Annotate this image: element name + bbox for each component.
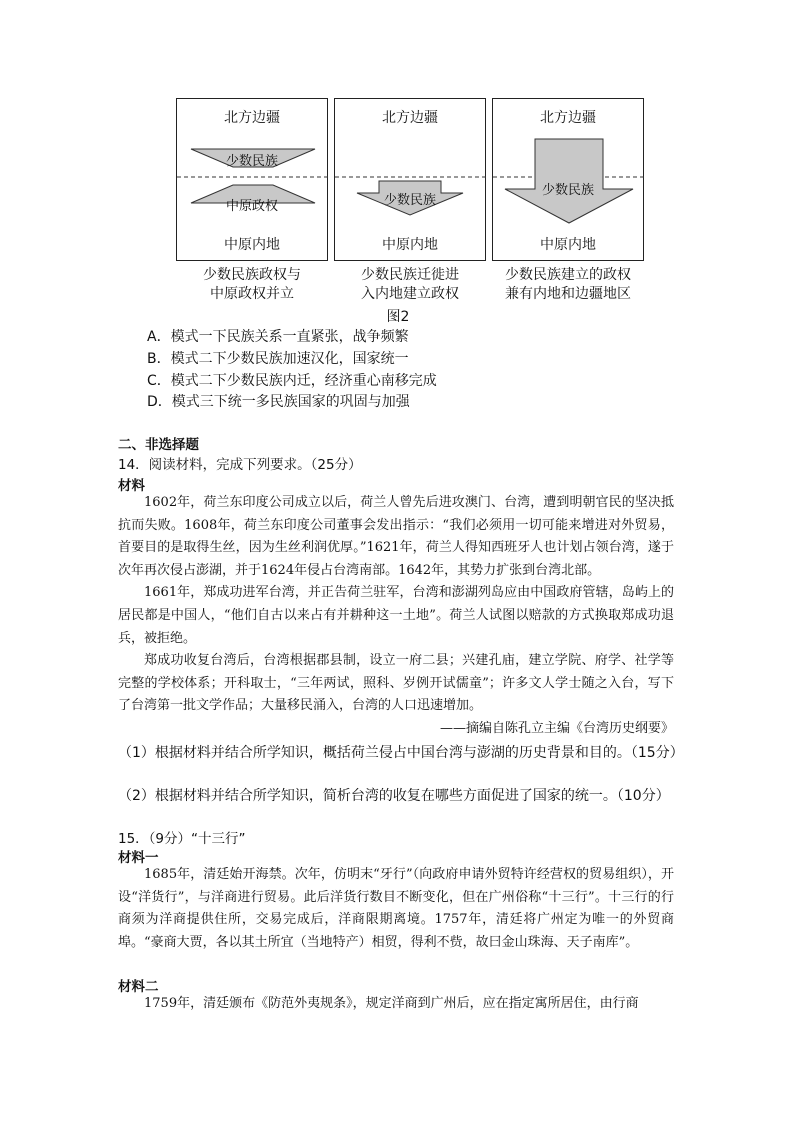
panel-bottom-label: 中原内地 — [540, 237, 596, 253]
material-paragraph: 1759年，清廷颁布《防范外夷规条》，规定洋商到广州后，应在指定寓所居住，由行商 — [144, 996, 639, 1011]
caption-line: 兼有内地和边疆地区 — [505, 286, 631, 302]
question-14-material — [118, 492, 674, 741]
material-1-label: 材料一 — [118, 850, 159, 866]
caption-line: 少数民族政权与 — [203, 267, 301, 283]
question-15-material-2 — [118, 993, 674, 1016]
question-14-sub2: （2）根据材料并结合所学知识，简析台湾的收复在哪些方面促进了国家的统一。（10分） — [118, 788, 670, 804]
option-b: B．模式二下少数民族加速汉化，国家统一 — [147, 351, 409, 367]
panel-top-label: 北方边疆 — [382, 110, 438, 126]
question-14-stem: 14．阅读材料，完成下列要求。（25分） — [118, 457, 362, 473]
figure-panel-3 — [492, 98, 644, 261]
material-paragraph: 1685年，清廷始开海禁。次年，仿明末“牙行”（向政府申请外贸特许经营权的贸易组织），开设“洋货行”，与洋商进行贸易。此后洋货行数目不断变化，但在广州俗称“十三行”。十三行的行商须为洋商提供住所，交易完成后，洋商限期离境。1757年，清廷将广州定为唯一的外贸商埠。“豪商大贾，各以其土所宜（当地特产）相贸，得利不赀，故曰金山珠海、天子南库”。 — [118, 867, 674, 950]
arrow-label-minority: 少数民族 — [225, 154, 278, 169]
option-a: A．模式一下民族关系一直紧张，战争频繁 — [147, 329, 409, 345]
material-paragraph: 1602年，荷兰东印度公司成立以后，荷兰人曾先后进攻澳门、台湾，遭到明朝官民的坚决抵抗而失败。1608年，荷兰东印度公司董事会发出指示：“我们必须用一切可能来增进对外贸易，首要目的是取得生丝，因为生丝利润优厚。”1621年，荷兰人得知西班牙人也计划占领台湾，遂于次年再次侵占澎湖，并于1624年侵占台湾南部。1642年，其势力扩张到台湾北部。 — [118, 495, 674, 578]
figure-caption-3 — [484, 266, 652, 304]
material-paragraph: 1661年，郑成功进军台湾，并正告荷兰驻军，台湾和澎湖列岛应由中国政府管辖，岛屿上的居民都是中国人，“他们自古以来占有并耕种这一土地”。荷兰人试图以赔款的方式换取郑成功退兵，被拒绝。 — [118, 585, 674, 646]
question-15-material-1 — [118, 864, 674, 954]
arrow-label-minority: 少数民族 — [383, 193, 436, 208]
panel-bottom-label: 中原内地 — [224, 237, 280, 253]
material-2-label: 材料二 — [118, 979, 159, 995]
figure-panel-1 — [176, 98, 328, 261]
caption-line: 少数民族迁徙进 — [361, 267, 459, 283]
figure-panel-2 — [334, 98, 486, 261]
caption-line: 入内地建立政权 — [361, 286, 459, 302]
panel-bottom-label: 中原内地 — [382, 237, 438, 253]
panel-top-label: 北方边疆 — [540, 110, 596, 126]
arrow-label-central: 中原政权 — [225, 199, 278, 214]
panel-top-label: 北方边疆 — [224, 110, 280, 126]
figure-label: 图2 — [386, 309, 410, 325]
arrow-label-minority: 少数民族 — [541, 183, 594, 198]
option-c: C．模式二下少数民族内迁，经济重心南移完成 — [147, 373, 437, 389]
question-15-stem: 15．（9分）“十三行” — [118, 831, 246, 847]
material-paragraph: 郑成功收复台湾后，台湾根据郡县制，设立一府二县；兴建孔庙，建立学院、府学、社学等完整的学校体系；开科取士，“三年两试，照科、岁例开试儒童”；许多文人学士随之入台，写下了台湾第一批文学作品；大量移民涌入，台湾的人口迅速增加。 — [118, 653, 674, 714]
question-14-sub1: （1）根据材料并结合所学知识，概括荷兰侵占中国台湾与澎湖的历史背景和目的。（15分） — [118, 745, 684, 761]
material-label: 材料 — [118, 478, 145, 494]
caption-line: 少数民族建立的政权 — [505, 267, 631, 283]
caption-line: 中原政权并立 — [210, 286, 294, 302]
material-source: ——摘编自陈孔立主编《台湾历史纲要》 — [439, 720, 674, 736]
section-title: 二、非选择题 — [118, 437, 199, 453]
option-d: D．模式三下统一多民族国家的巩固与加强 — [147, 394, 410, 410]
figure-caption-1 — [172, 266, 332, 304]
figure-caption-2 — [330, 266, 490, 304]
